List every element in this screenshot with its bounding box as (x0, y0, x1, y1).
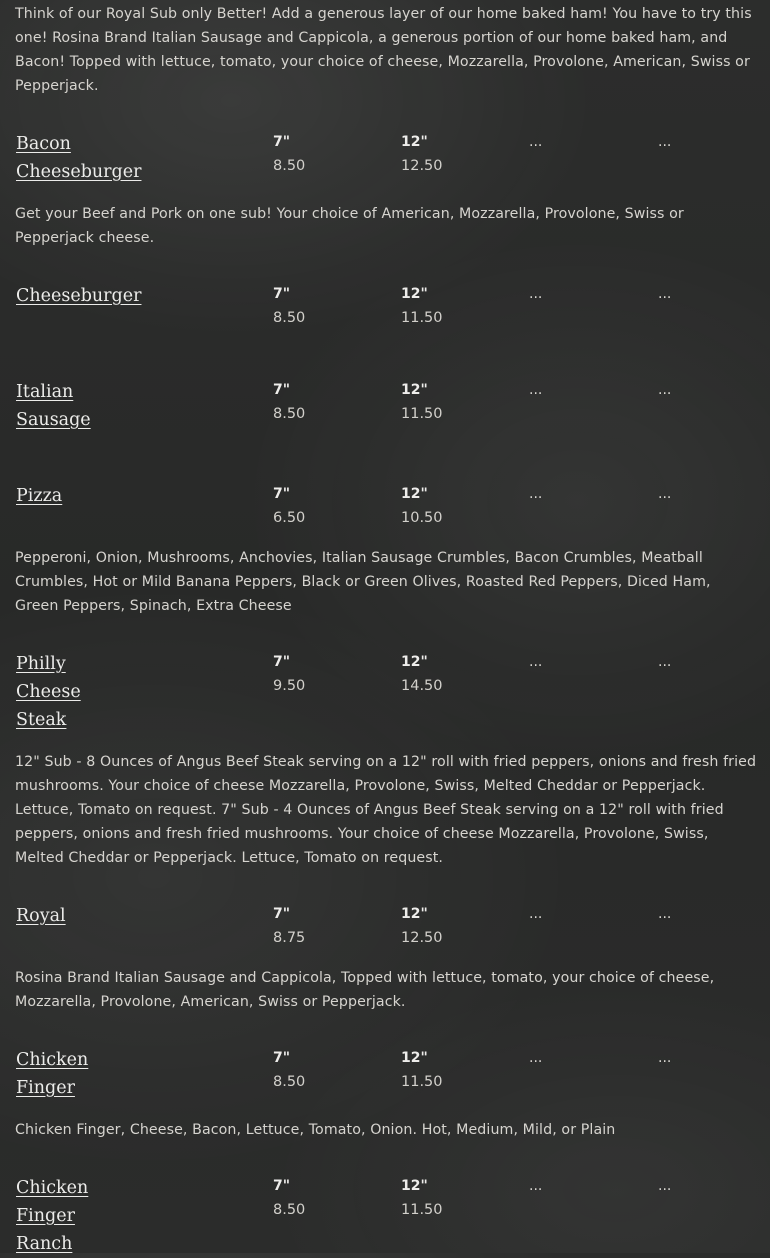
price-7-inch (273, 282, 305, 330)
item-description: Pepperoni, Onion, Mushrooms, Anchovies, Italian Sausage Crumbles, Bacon Crumbles, Meatball Crumbles, Hot or Mild Banana Peppers, Black or Green Olives, Roasted Red Peppers, Diced Ham, Green Peppers, Spinach, Extra Cheese (15, 550, 711, 614)
price-value: 8.50 (273, 158, 306, 174)
menu-item-philly-cheese-steak-link[interactable]: Philly Cheese Steak (16, 654, 81, 730)
item-description: Chicken Finger, Cheese, Bacon, Lettuce, Tomato, Onion. Hot, Medium, Mild, or Plain (15, 1122, 616, 1138)
size-label: 7" (273, 1050, 291, 1066)
size-label: 12" (401, 1178, 428, 1194)
price-12-inch (401, 1046, 443, 1094)
price-7-inch (273, 902, 305, 950)
empty-price-column: ... (658, 486, 672, 502)
empty-price-column: ... (658, 134, 672, 150)
size-label: 12" (401, 382, 428, 398)
price-value: 12.50 (401, 930, 443, 946)
empty-price-column: ... (529, 906, 543, 922)
empty-price-column: ... (658, 286, 672, 302)
empty-price-column: ... (529, 134, 543, 150)
empty-price-column: ... (529, 486, 543, 502)
menu-item-pizza-link[interactable]: Pizza (16, 486, 63, 506)
price-12-inch (401, 282, 443, 330)
menu-item-royal-link[interactable]: Royal (16, 906, 66, 926)
menu-item-chicken-finger-link[interactable]: Chicken Finger (16, 1050, 89, 1098)
empty-price-column: ... (658, 654, 672, 670)
size-label: 7" (273, 486, 291, 502)
size-label: 12" (401, 906, 428, 922)
price-value: 11.50 (401, 1202, 443, 1218)
price-value: 14.50 (401, 678, 443, 694)
size-label: 12" (401, 654, 428, 670)
empty-price-column: ... (658, 1178, 672, 1194)
menu-item-italian-sausage-link[interactable]: Italian Sausage (16, 382, 91, 430)
size-label: 7" (273, 1178, 291, 1194)
price-value: 8.50 (273, 310, 306, 326)
size-label: 12" (401, 486, 428, 502)
size-label: 7" (273, 906, 291, 922)
empty-price-column: ... (529, 286, 543, 302)
item-description: Think of our Royal Sub only Better! Add a generous layer of our home baked ham! You have to try this one! Rosina Brand Italian Sausage and Cappicola, a generous portion of our home baked ham, and Bacon! Topped with lettuce, tomato, your choice of cheese, Mozzarella, Provolone, American, Swiss or Pepperjack. (15, 6, 752, 94)
size-label: 7" (273, 654, 291, 670)
price-12-inch (401, 130, 443, 178)
price-value: 9.50 (273, 678, 306, 694)
size-label: 12" (401, 286, 428, 302)
price-7-inch (273, 1046, 305, 1094)
price-value: 8.50 (273, 1074, 306, 1090)
price-value: 8.75 (273, 930, 306, 946)
size-label: 7" (273, 286, 291, 302)
item-description: Rosina Brand Italian Sausage and Cappicola, Topped with lettuce, tomato, your choice of cheese, Mozzarella, Provolone, American, Swiss or Pepperjack. (15, 970, 715, 1010)
price-value: 6.50 (273, 510, 306, 526)
price-7-inch (273, 378, 305, 426)
size-label: 7" (273, 134, 291, 150)
empty-price-column: ... (658, 906, 672, 922)
price-7-inch (273, 482, 305, 530)
price-12-inch (401, 902, 443, 950)
empty-price-column: ... (529, 382, 543, 398)
price-value: 11.50 (401, 406, 443, 422)
menu-item-bacon-cheeseburger-link[interactable]: Bacon Cheeseburger (16, 134, 142, 182)
menu-item-chicken-finger-ranch-link[interactable]: Chicken Finger Ranch (16, 1178, 89, 1254)
empty-price-column: ... (529, 654, 543, 670)
price-value: 11.50 (401, 310, 443, 326)
item-description: 12" Sub - 8 Ounces of Angus Beef Steak serving on a 12" roll with fried peppers, onions and fresh fried mushrooms. Your choice of cheese Mozzarella, Provolone, Swiss, Melted Cheddar or Pepperjack. Lettuce, Tomato on request. 7" Sub - 4 Ounces of Angus Beef Steak serving on a 12" roll with fried peppers, onions and fresh fried mushrooms. Your choice of cheese Mozzarella, Provolone, Swiss, Melted Cheddar or Pepperjack. Lettuce, Tomato on request. (15, 754, 757, 866)
price-7-inch (273, 1174, 305, 1222)
empty-price-column: ... (529, 1178, 543, 1194)
price-7-inch (273, 130, 305, 178)
price-12-inch (401, 378, 443, 426)
price-value: 8.50 (273, 406, 306, 422)
item-description: Get your Beef and Pork on one sub! Your choice of American, Mozzarella, Provolone, Swiss or Pepperjack cheese. (15, 206, 684, 246)
size-label: 12" (401, 134, 428, 150)
size-label: 7" (273, 382, 291, 398)
price-value: 10.50 (401, 510, 443, 526)
price-value: 11.50 (401, 1074, 443, 1090)
price-value: 12.50 (401, 158, 443, 174)
price-12-inch (401, 482, 443, 530)
empty-price-column: ... (658, 382, 672, 398)
empty-price-column: ... (658, 1050, 672, 1066)
size-label: 12" (401, 1050, 428, 1066)
menu-item-cheeseburger-link[interactable]: Cheeseburger (16, 286, 142, 306)
price-value: 8.50 (273, 1202, 306, 1218)
price-7-inch (273, 650, 305, 698)
price-12-inch (401, 1174, 443, 1222)
price-12-inch (401, 650, 443, 698)
empty-price-column: ... (529, 1050, 543, 1066)
